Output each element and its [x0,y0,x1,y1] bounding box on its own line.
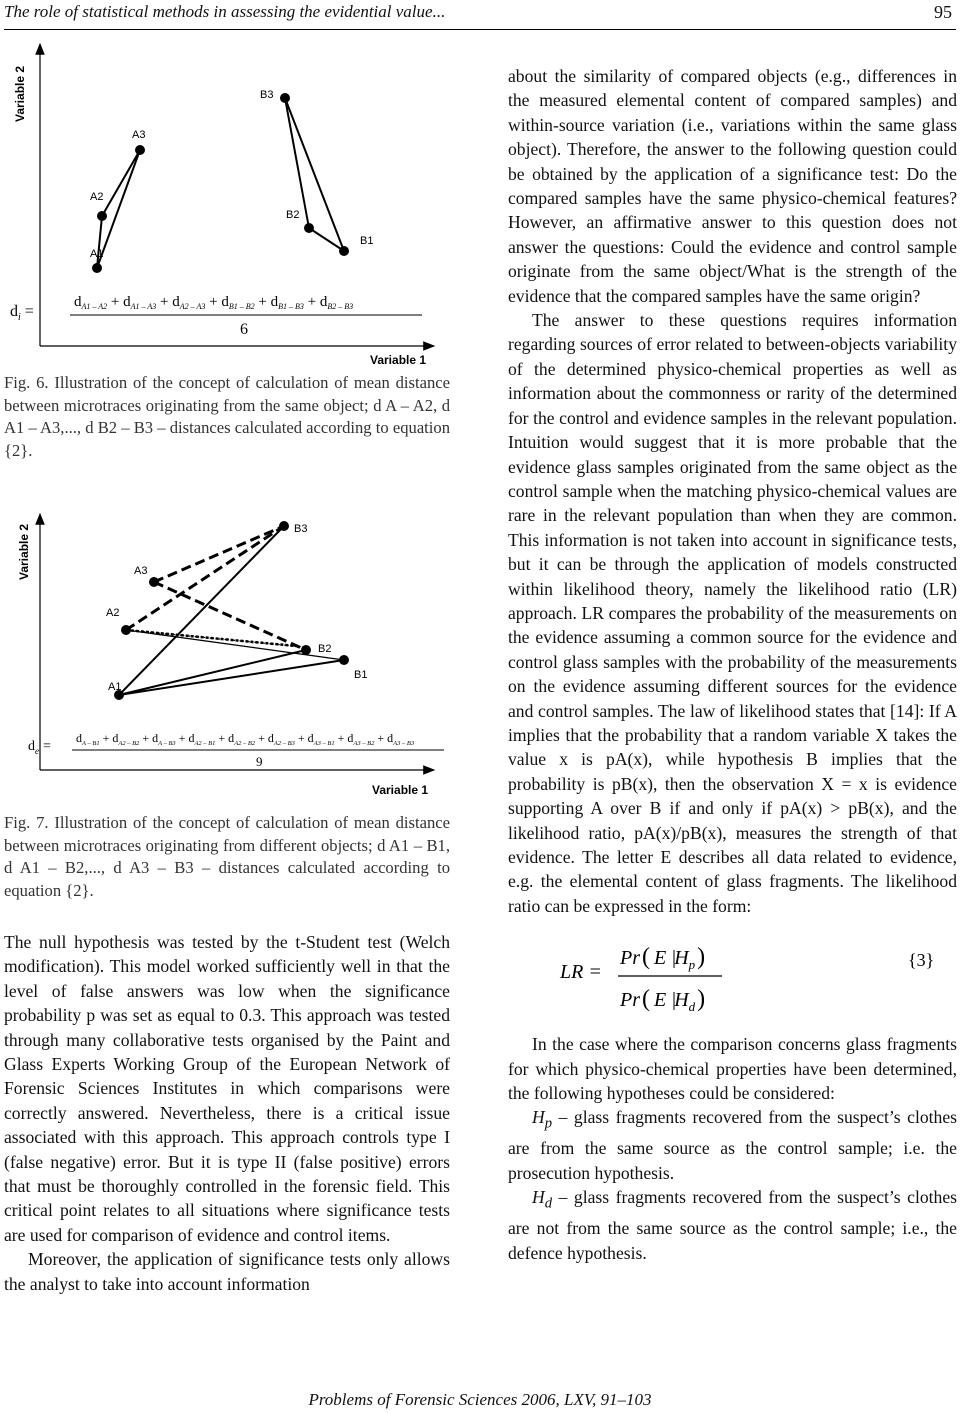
paragraph: In the case where the comparison concerns glass fragments for which physico-chemical properties have been determined, the following hypotheses could be considered: [508,1034,957,1104]
right-column-text [508,64,957,1265]
figure-6-caption: Fig. 6. Illustration of the concept of calculation of mean distance between microtraces originating from the same object; d A – A2, d A1 – A3,..., d B2 – B3 – distances calculated according to equation {2}. [4,373,450,460]
eq-label: {3} [908,950,935,971]
point-b2 [304,223,314,233]
label-a3: A3 [134,565,148,577]
figure-7-caption: Fig. 7. Illustration of the concept of calculation of mean distance between microtraces originating from different objects; d A1 – B1, d A1 – B2,..., d A3 – B3 – distances calculated according to equation {2}. [4,813,450,900]
point-b1 [339,246,349,256]
svg-text:dA1 – A2 + dA1 – A3 + dA2 – A3: $d_{A1 - A2} + d_{A1 - A3} + d_{A2 - A3} + d_{B1 - B2} + d_{B1 - B3} + d_{B2 - B3}$ [74,294,354,311]
footer: Problems of Forensic Sciences 2006, LXV, 91–103 [308,1390,652,1409]
label-b2: B2 [318,643,332,655]
point-b1 [339,655,349,665]
label-b3: B3 [294,523,308,535]
label-a2: A2 [106,607,120,619]
y-axis-label: Variable 2 [17,523,31,580]
svg-text:de=: $d_e$ = [28,739,51,756]
label-a1: A1 [90,248,104,260]
figure-7 [4,510,444,810]
connections [119,526,344,695]
label-b2: B2 [286,209,300,221]
point-b3 [279,521,289,531]
label-b1: B1 [360,235,374,247]
cluster-a [90,129,145,273]
paragraph: Moreover, the application of significance tests only allows the analyst to take into account information [4,1249,450,1294]
header-rule [4,29,956,30]
point-b3 [280,93,290,103]
left-column-text [4,930,450,1296]
paragraph: The answer to these questions requires information regarding sources of error related to between-objects variability of the determined physico-chemical properties as well as information about the commonness or rarity of the determined for the control and evidence samples in the relevant population. Intuition would suggest that it is more probable that the evidence glass samples originated from the same object as the control sample when the matching physico-chemical values are rare in the relevant population than when they are common. This information is not taken into account in significance tests, but it can be through the application of models constructed within likelihood theory, namely the likelihood ratio (LR) approach. LR compares the probability of the measurements on the evidence assuming a common source for the evidence and control glass samples with the probability of the measurements on the evidence assuming different sources for the evidence and control samples. The law of likelihood states that [14]: If A implies that the probability that a random variable X takes the value x is pA(x), while hypothesis B implies that the probability is pB(x), then the observation X = x is evidence supporting A over B if and only if pA(x) > pB(x), and the likelihood ratio, pA(x)/pB(x), measures the strength of that evidence. The letter E describes all data related to evidence, e.g. the elemental content of glass fragments. The likelihood ratio can be expressed in the form: [508,310,957,916]
cluster-b [260,89,373,256]
running-title: The role of statistical methods in assessing the evidential value... [4,2,446,21]
label-b3: B3 [260,89,274,101]
x-axis-label: Variable 1 [372,783,429,797]
hypothesis-hd: $H_d$ – glass fragments recovered from the suspect’s clothes are not from the same source as the control sample; i.e., the defence hypothesis. [508,1187,957,1263]
eq-lhs: LR = [560,961,602,984]
label-b1: B1 [354,669,368,681]
point-a3 [135,145,145,155]
svg-text:dA – B1 + dA2 – B2 + dA – B3 +: $d_{A - B1} + d_{A2 - B2} + d_{A - B3} + d_{A2 - B1} + d_{A2 - B2} + d_{A2 - B3} + d_{A3 - B1} + d_{A3 - B2} + d_{A3 - B3}$ [76,731,415,747]
point-a2 [97,211,107,221]
equation-de [28,731,444,769]
label-a1: A1 [108,681,122,693]
running-header [4,2,956,22]
figure-6 [4,36,444,366]
label-a3: A3 [132,129,146,141]
paragraph: The null hypothesis was tested by the t-Student test (Welch modification). This model worked sufficiently well in that the level of false answers was low when the significance probability p was set as equal to 0.3. This approach was tested through many collaborative tests organised by the Paint and Glass Experts Working Group of the European Network of Forensic Sciences Institutes in which comparisons were correctly answered. Nevertheless, there is a critical issue associated with this approach. This approach controls type I (false negative) error. But it is type II (false positive) errors that must be thoroughly controlled in the forensic field. This critical point relates to all situations where significance tests are used for comparison of evidence and control items. [4,932,450,1245]
label-a2: A2 [90,191,104,203]
svg-text:di=: $d_i$ = [10,303,34,323]
point-a1 [92,263,102,273]
equation-3 [508,926,957,1016]
point-a2 [121,625,131,635]
paragraph: about the similarity of compared objects (e.g., differences in the measured elemental content of compared samples) and within-source variation (i.e., variations within the same glass object). Therefore, the answer to the following question could be obtained by the application of a significance test: Do the compared samples have the same physico-chemical features? However, an affirmative answer to this question does not answer the questions: Could the evidence and control sample originate from the same object/What is the strength of the evidence that the compared samples have the same origin? [508,66,957,306]
point-a3 [149,577,159,587]
equation-di [10,294,422,338]
point-b2 [301,645,311,655]
page-number: 95 [934,2,952,22]
svg-text:9: 9 [256,754,263,769]
svg-text:6: 6 [240,321,248,338]
svg-text:Pr(EHp): Pr( E $H_p$) [620,944,706,973]
hypothesis-hp: $H_p$ – glass fragments recovered from the suspect’s clothes are from the same source as the control sample; i.e. the prosecution hypothesis. [508,1107,957,1183]
svg-text:Pr(EHd): Pr( E $H_d$) [620,986,706,1015]
x-axis-label: Variable 1 [370,353,427,366]
y-axis-label: Variable 2 [13,65,27,122]
